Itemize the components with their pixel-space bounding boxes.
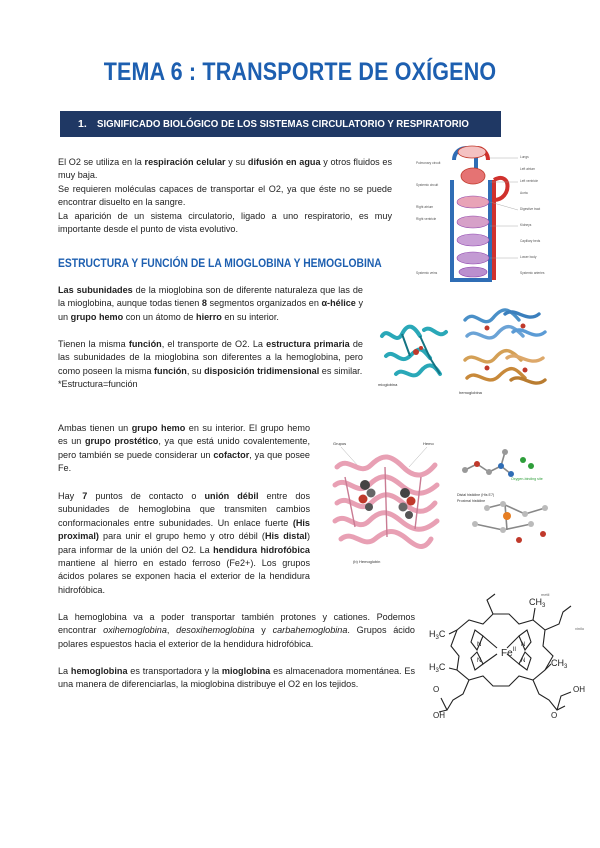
iron-atom: $Fe^{II}$ [501,647,517,659]
heme-label-groups: Grupos [333,441,347,446]
label-vinyl-annot: vinilo [575,626,585,631]
fig-label: Systemic circuit [416,183,439,187]
paragraph-heme-group: Ambas tienen un grupo hemo en su interior. El grupo hemo es un grupo prostético, ya que está unido covalentemente, pero también se puede considerar un cofactor, ya que posee Fe. [58,423,311,474]
hemoglobin-figure [457,300,553,396]
page-title: TEMA 6 : TRANSPORTE DE OXÍGENO [103,58,497,86]
methyl-left-bottom: $H_3C$ [429,662,446,674]
paragraph-circulatory-evolution: La aparición de un sistema circulatorio, ligado a uno respiratorio, es muy importante desde el punto de vista evolutivo. [58,211,392,235]
carboxyl-left-o: O [433,685,440,694]
svg-text:N: N [477,658,482,664]
paragraph-transport-molecules: Se requieren moléculas capaces de transportar el O2, ya que éste no se puede encontrar disuelto en la sangre. [58,184,392,208]
svg-text:N: N [477,642,482,648]
svg-text:N: N [521,658,526,664]
label-distal-his: Distal histidine (His E7) [457,493,495,497]
carboxyl-right-o: O [551,711,558,720]
note-structure-function: *Estructura=función [58,379,138,390]
paragraph-hemoglobin-forms: La hemoglobina va a poder transportar también protones y cationes. Podemos encontrar oxihemoglobina, desoxihemoglobina y carbahemoglobina. Grupos ácido polares espuestos hacia el exterior de la hendidura hidrofóbica. [58,612,415,649]
histidine-site-figure [453,444,557,554]
fig-label: Systemic veins [416,271,438,275]
hemoglobin-heme-figure [325,437,447,567]
label-methyl-annot: metil [541,592,550,597]
section-number: 1. [78,118,87,130]
paragraph-hemo-vs-myo: La hemoglobina es transportadora y la mioglobina es almacenadora momentánea. Es una manera de diferenciarlas, la mioglobina distribuye el O2 en los tejidos. [58,666,415,690]
circulatory-system-figure [402,140,552,288]
heme-structure-figure [423,590,593,722]
hemoglobin-label: hemoglobina [459,390,482,395]
carboxyl-right-oh: OH [573,685,585,694]
heme-label-hemo: Hemo [423,441,434,446]
carboxyl-left-oh: OH [433,711,445,720]
section-heading-1 [60,111,501,137]
svg-text:N: N [521,642,526,648]
fig-label: Aorta [520,191,528,195]
fig-label: Pulmonary circuit [416,161,441,165]
heme-caption: (b) Hemoglobin [353,559,381,564]
fig-label: Lower body [520,255,537,259]
label-proximal-his: Proximal histidine [457,499,486,503]
methyl-left-top: $H_3C$ [429,629,446,641]
section-label: SIGNIFICADO BIOLÓGICO DE LOS SISTEMAS CIRCULATORIO Y RESPIRATORIO [96,118,469,130]
methyl-right-top: $CH_3$ [529,597,546,609]
fig-label: Kidneys [520,223,532,227]
paragraph-oxygen-diffusion: El O2 se utiliza en la respiración celular y su difusión en agua y otros fluidos es muy baja. [58,157,393,181]
fig-label: Lungs [520,155,529,159]
myoglobin-figure [376,318,452,388]
paragraph-contact-points: Hay 7 puntos de contacto o unión débil entre dos subunidades de hemoglobina que transmiten cambios conformacionales entre subunidades. Un enlace fuerte (His proximal) para unir el grupo hemo y otro débil (His distal) para informar de la unión del O2. La hendidura hidrofóbica mantiene al hierro en estado ferroso (Fe2+). Los grupos ácidos polares se exponen hacia el exterior de la hendidura hidrofóbica. [58,491,310,595]
fig-label: Right atrium [416,205,434,209]
paragraph-function: Tienen la misma función, el transporte de O2. La estructura primaria de las subunidades de la mioglobina son diferentes a la hemoglobina, pero como poseen la misma función, su disposición tridimensional es similar. *Estructura=función [58,339,363,390]
paragraph-subunits: Las subunidades de la mioglobina son de diferente naturaleza que las de la mioglobina, aunque todas tienen 8 segmentos organizados en α-hélice y un grupo hemo con un átomo de hierro en su interior. [58,285,364,322]
subheading-structure-function: ESTRUCTURA Y FUNCIÓN DE LA MIOGLOBINA Y HEMOGLOBINA [58,256,382,270]
label-oxygen-site: Oxygen-binding site [511,477,543,481]
fig-label: Digestive tract [520,207,541,211]
fig-label: Systemic arteries [520,271,545,275]
fig-label: Capillary beds [520,239,541,243]
methyl-right-bottom: $CH_3$ [551,658,568,670]
myoglobin-label: mioglobina [378,382,398,387]
fig-label: Left ventricle [520,179,539,183]
fig-label: Left atrium [520,167,536,171]
fig-label: Right ventricle [416,217,437,221]
